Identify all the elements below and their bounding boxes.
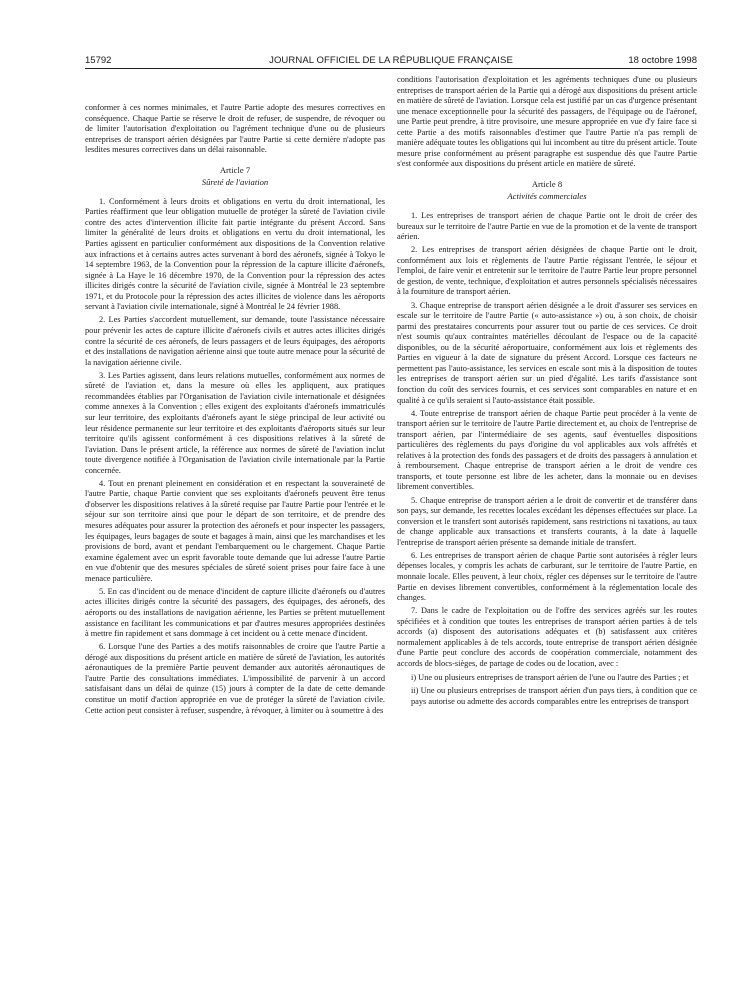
page-number: 15792 — [85, 55, 112, 66]
article-7-title: Article 7 — [219, 164, 251, 175]
paragraph: 6. Lorsque l'une des Parties a des motifs raisonnables de croire que l'autre Partie a dérogé aux dispositions du présent article en matière de sûreté de l'aviation, les autorités aéronautiques de la première Partie peuvent demander aux autorités aéronautiques de l'autre Partie des consultations immédiates. L'impossibilité de parvenir à un accord satisfaisant dans un délai de quinze (15) jours à compter de la date de cette demande constitue un motif d'action appropriée en vue de protéger la sûreté de l'aviation civile. Cette action peut consister à refuser, suspendre, à révoquer, à limiter ou à soumettre à des — [85, 642, 385, 715]
paragraph: 2. Les Parties s'accordent mutuellement, sur demande, toute l'assistance nécessaire pour prévenir les actes de capture illicite d'aéronefs civils et autres actes illicites dirigés contre la sécurité de ces aéronefs, de leurs passagers et de leurs équipages, des aéroports et des installations de navigation aérienne ainsi que toute autre menace pour la sécurité de la navigation aérienne civile. — [85, 315, 385, 367]
paragraph: 1. Conformément à leurs droits et obligations en vertu du droit international, les Parties réaffirment que leur obligation mutuelle de protéger la sûreté de l'aviation civile contre des actes d'intervention illicite fait partie intégrante du présent Accord. Sans limiter la généralité de leurs droits et obligations en vertu du droit international, les Parties agissent en particulier conformément aux dispositions de la Convention relative aux infractions et à certains autres actes survenant à bord des aéronefs, signée à Tokyo le 14 septembre 1963, de la Convention pour la répression de la capture illicite d'aéronefs, signée à La Haye le 16 décembre 1970, de la Convention pour la répression des actes illicites dirigés contre la sécurité de l'aviation civile, signée à Montréal le 23 septembre 1971, et du Protocole pour la répression des actes illicites de violence dans les aéroports servant à l'aviation civile internationale, signé à Montréal le 24 février 1988. — [85, 196, 385, 312]
list-item: i) Une ou plusieurs entreprises de transport aérien de l'une ou l'autre des Parties ; et — [411, 672, 689, 682]
journal-title: JOURNAL OFFICIEL DE LA RÉPUBLIQUE FRANÇAISE — [269, 55, 513, 66]
paragraph: 1. Les entreprises de transport aérien de chaque Partie ont le droit de créer des bureaux sur le territoire de l'autre Partie en vue de la promotion et de la vente de transport aérien. — [397, 211, 697, 242]
list-item: ii) Une ou plusieurs entreprises de transport aérien d'un pays tiers, à condition que ce pays autorise ou admette des accords comparables entre les entreprises de transport — [411, 686, 697, 706]
paragraph: 5. Chaque entreprise de transport aérien a le droit de convertir et de transférer dans son pays, sur demande, les recettes locales excédant les dépenses effectuées sur place. La conversion et le transfert sont autorisés rapidement, sans restrictions ni taxations, au taux de change applicable aux transactions et transferts courants, à la date à laquelle l'entreprise de transport aérien présente sa demande initiale de transfert. — [397, 495, 697, 547]
left-column — [85, 103, 385, 719]
paragraph: 4. Toute entreprise de transport aérien de chaque Partie peut procéder à la vente de transport aérien sur le territoire de l'autre Partie directement et, au choix de l'entreprise de transport aérien, par l'intermédiaire de ses agents, sauf éventuelles dispositions particulières des règlements du pays d'origine du vol applicables aux vols affrétés et relatives à la protection des fonds des passagers et de droits des passagers à annulation et à remboursement. Chaque entreprise de transport aérien a le droit de vendre ces transports, et toute personne est libre de les acheter, dans la monnaie ou en devises librement convertibles. — [397, 408, 697, 492]
paragraph: conditions l'autorisation d'exploitation et les agréments techniques d'une ou plusieurs entreprises de transport aérien de la Partie qui a dérogé aux dispositions du présent article en matière de sûreté de l'aviation. Lorsque cela est justifié par un cas d'urgence présentant une menace exceptionnelle pour la sécurité des passagers, de l'équipage ou de l'aéronef, une Partie peut prendre, à titre provisoire, une mesure appropriée en vue d'y faire face si cette Partie a des motifs raisonnables d'estimer que l'autre Partie n'a pas rempli de manière adéquate toutes les obligations qui lui incombent au titre du présent article. Toute mesure prise conformément au présent paragraphe est suspendue dès que l'autre Partie s'est conformée aux dispositions du présent article en matière de sûreté. — [397, 75, 698, 169]
article-8-subtitle: Activités commerciales — [507, 191, 587, 202]
paragraph: 3. Chaque entreprise de transport aérien désignée a le droit d'assurer ses services en escale sur le territoire de l'autre Partie (« auto-assistance ») ou, à son choix, de choisir parmi des prestataires concurrents pour assurer tout ou partie de ces services. Ce droit n'est soumis qu'aux contraintes matérielles découlant de l'espace ou de la capacité disponibles, ou de la sécurité aéroportuaire, conformément aux lois et règlements des Parties en vigueur à la date de signature du présent Accord. Lorsque ces facteurs ne permettent pas l'auto-assistance, les services en escale sont mis à la disposition de toutes les entreprises de transport aérien sur un pied d'égalité. Les tarifs d'assistance sont fonction du coût des services fournis, et ces services sont comparables en nature et en qualité à ce qu'ils seraient si l'auto-assistance était possible. — [397, 300, 697, 405]
article-8-title: Article 8 — [531, 178, 563, 189]
article-7-subtitle: Sûreté de l'aviation — [201, 177, 269, 188]
paragraph: 5. En cas d'incident ou de menace d'incident de capture illicite d'aéronefs ou d'autres actes illicites dirigés contre la sécurité des passagers, des équipages, des aéronefs, des aéroports ou des installations de navigation aérienne, les Parties se prêtent mutuellement assistance en facilitant les communications et par d'autres mesures appropriées destinées à mettre fin rapidement et sans dommage à cet incident ou à cette menace d'incident. — [85, 586, 385, 639]
header-rule — [85, 68, 697, 69]
publication-date: 18 octobre 1998 — [628, 55, 697, 66]
paragraph: 6. Les entreprises de transport aérien de chaque Partie sont autorisées à régler leurs dépenses locales, y compris les achats de carburant, sur le territoire de l'autre Partie, en monnaie locale. Elles peuvent, à leur choix, régler ces dépenses sur le territoire de l'autre Partie en devises librement convertibles, conformément à la réglementation locale des changes. — [397, 550, 697, 603]
paragraph: 4. Tout en prenant pleinement en considération et en respectant la souveraineté de l'autre Partie, chaque Partie convient que ses exploitants d'aéronefs peuvent être tenus d'observer les dispositions relatives à la sûreté requise par l'autre Partie pour l'entrée et le séjour sur son territoire ainsi que pour le départ de son territoire, et de prendre des mesures adéquates pour assurer la protection des aéronefs et pour inspecter les passagers, les équipages, leurs bagages de soute et bagages à main, ainsi que les marchandises et les provisions de bord, avant et pendant l'embarquement ou le chargement. Chaque Partie examine également avec un esprit favorable toute demande que lui adresse l'autre Partie en vue d'obtenir que des mesures spéciales de sûreté soient prises pour faire face à une menace particulière. — [85, 478, 385, 583]
paragraph: 2. Les entreprises de transport aérien désignées de chaque Partie ont le droit, conformément aux lois et règlements de l'autre Partie régissant l'entrée, le séjour et l'emploi, de faire venir et entretenir sur le territoire de l'autre Partie leur propre personnel de gestion, de vente, technique, d'exploitation et autres personnels spécialisés nécessaires à la fourniture de transport aérien. — [397, 245, 697, 297]
right-column — [397, 75, 697, 710]
page-header — [85, 52, 697, 68]
paragraph: 7. Dans le cadre de l'exploitation ou de l'offre des services agréés sur les routes spécifiées et à condition que toutes les entreprises de transport aérien parties à de tels accords (a) disposent des autorisations adéquates et (b) satisfassent aux critères normalement applicables à de tels accords, toute entreprise de transport aérien désignée d'une Partie peut conclure des accords de coopération commerciale, notamment des accords de blocs-sièges, de partage de codes ou de location, avec : — [397, 606, 697, 668]
paragraph: 3. Les Parties agissent, dans leurs relations mutuelles, conformément aux normes de sûreté de l'aviation et, dans la mesure où elles les appliquent, aux pratiques recommandées établies par l'Organisation de l'aviation civile internationale et désignées comme annexes à la Convention ; elles exigent des exploitants d'aéronefs immatriculés sur leur territoire, des exploitants d'aéronefs ayant le siège principal de leur activité ou leur résidence permanente sur leur territoire et des exploitants d'aéroports situés sur leur territoire qu'ils agissent conformément à ces dispositions relatives à la sûreté de l'aviation. Dans le présent article, la référence aux normes de sûreté de l'aviation inclut toute divergence notifiée à l'Organisation de l'aviation civile internationale par la Partie concernée. — [85, 370, 385, 475]
paragraph: conformer à ces normes minimales, et l'autre Partie adopte des mesures correctives en conséquence. Chaque Partie se réserve le droit de refuser, de suspendre, de révoquer ou de limiter l'autorisation d'exploitation ou l'agrément technique d'une ou de plusieurs entreprises de transport aérien désignées par l'autre Partie si cette dernière n'adopte pas lesdites mesures correctives dans un délai raisonnable. — [85, 103, 385, 155]
